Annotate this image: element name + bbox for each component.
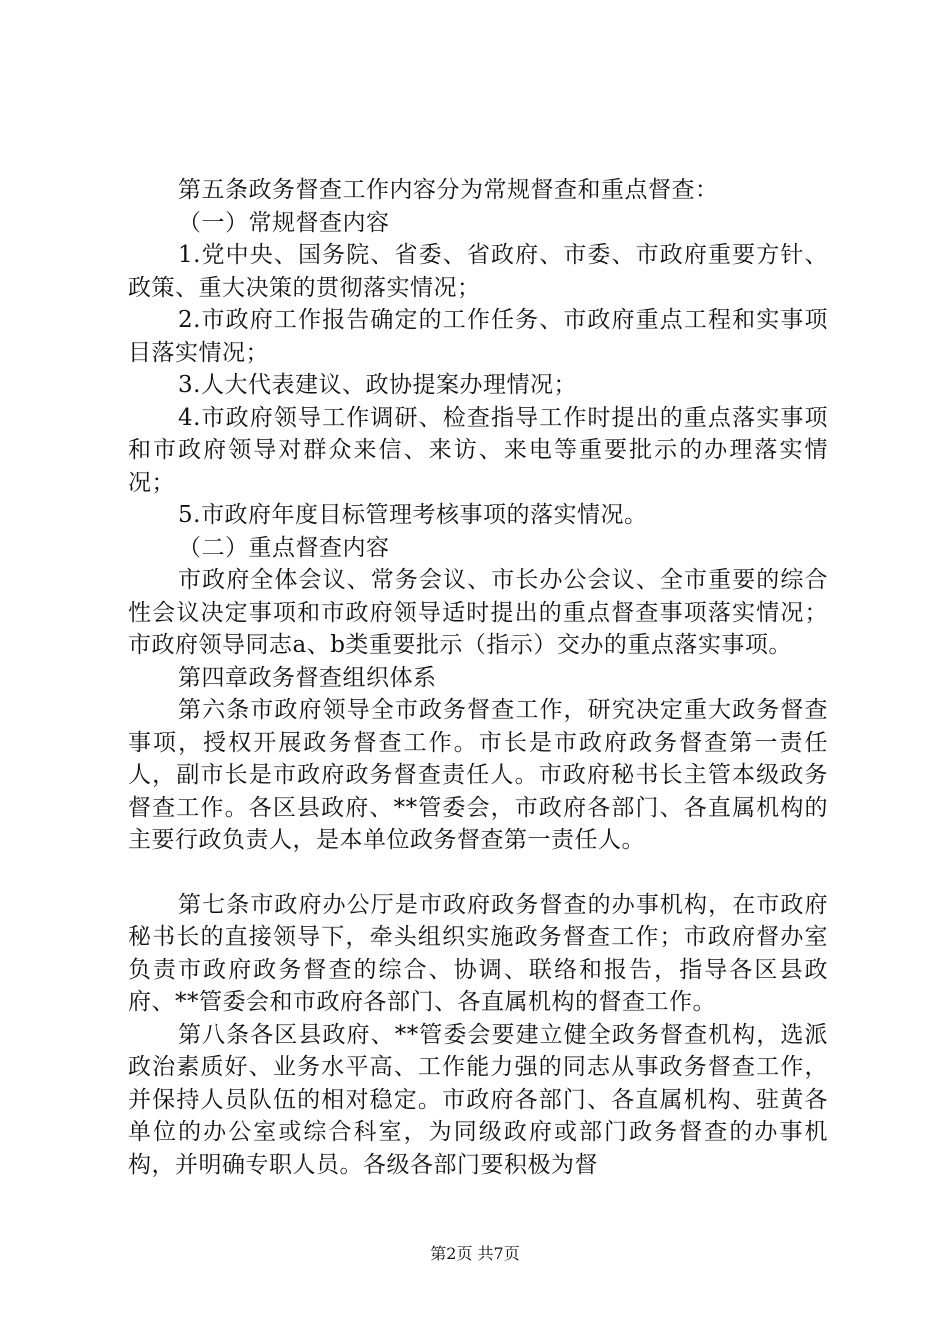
paragraph-item-3: 3.人大代表建议、政协提案办理情况； xyxy=(178,372,577,398)
paragraph-item-4: 4.市政府领导工作调研、检查指导工作时提出的重点落实事项和市政府领导对群众来信、来访、来电等重要批示的办理落实情况； xyxy=(128,404,828,496)
paragraph-section-2-content: 市政府全体会议、常务会议、市长办公会议、全市重要的综合性会议决定事项和市政府领导适时提出的重点督查事项落实情况；市政府领导同志a、b类重要批示（指示）交办的重点落实事项。 xyxy=(128,567,828,658)
document-body xyxy=(128,174,828,1181)
paragraph-article-7: 第七条市政府办公厅是市政府政务督查的办事机构，在市政府秘书长的直接领导下，牵头组织实施政务督查工作；市政府督办室负责市政府政务督查的综合、协调、联络和报告，指导各区县政府、**管委会和市政府各部门、各直属机构的督查工作。 xyxy=(128,891,828,1015)
paragraph-article-8: 第八条各区县政府、**管委会要建立健全政务督查机构，选派政治素质好、业务水平高、工作能力强的同志从事政务督查工作，并保持人员队伍的相对稳定。市政府各部门、各直属机构、驻黄各单位的办公室或综合科室，为同级政府或部门政务督查的办事机构，并明确专职人员。各级各部门要积极为督 xyxy=(128,1021,828,1178)
paragraph-chapter-4-heading: 第四章政务督查组织体系 xyxy=(178,664,437,691)
paragraph-article-6: 第六条市政府领导全市政务督查工作，研究决定重大政务督查事项，授权开展政务督查工作。市长是市政府政务督查第一责任人，副市长是市政府政务督查责任人。市政府秘书长主管本级政务督查工作。各区县政府、**管委会，市政府各部门、各直属机构的主要行政负责人，是本单位政务督查第一责任人。 xyxy=(128,697,828,853)
paragraph-item-5: 5.市政府年度目标管理考核事项的落实情况。 xyxy=(178,502,648,528)
paragraph-gap xyxy=(128,857,828,889)
paragraph-item-1: 1.党中央、国务院、省委、省政府、市委、市政府重要方针、政策、重大决策的贯彻落实情况； xyxy=(128,242,828,301)
paragraph-item-2: 2.市政府工作报告确定的工作任务、市政府重点工程和实事项目落实情况； xyxy=(128,307,828,366)
paragraph-section-2-heading: （二）重点督查内容 xyxy=(178,534,390,561)
paragraph-article-5: 第五条政务督查工作内容分为常规督查和重点督查： xyxy=(178,177,719,203)
paragraph-section-1-heading: （一）常规督查内容 xyxy=(178,209,390,236)
page-number-footer: 第2页 共7页 xyxy=(430,1244,520,1263)
